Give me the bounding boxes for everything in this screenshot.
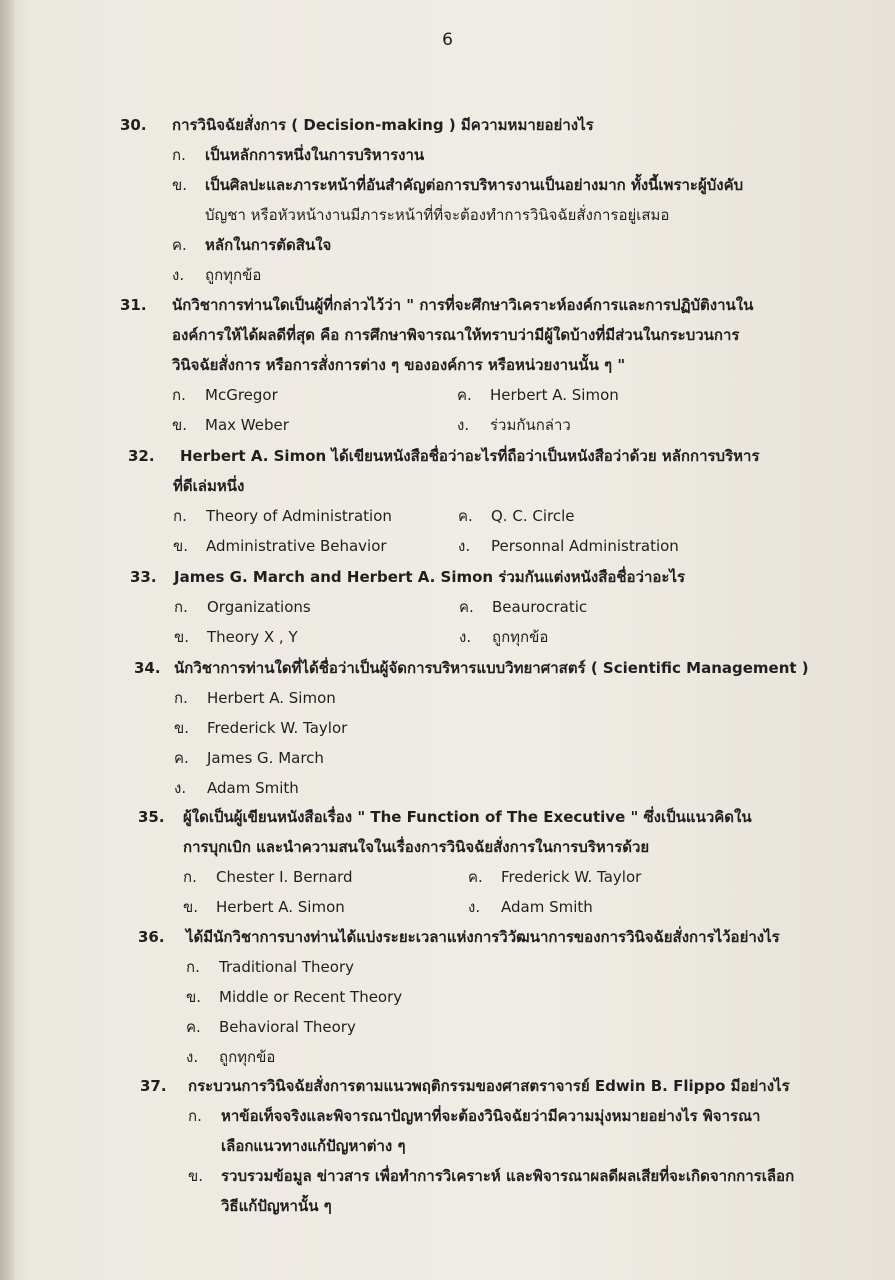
- question-text: ผู้ใดเป็นผู้เขียนหนังสือเรื่อง " The Function of The Executive " ซึ่งเป็นแนวคิดใน: [183, 808, 752, 826]
- question-36: [138, 922, 838, 1072]
- option-row: ก. Theory of Administration ค. Q. C. Circle: [173, 501, 818, 531]
- page-binding-edge: [0, 0, 14, 1280]
- option-b: Administrative Behavior: [206, 537, 387, 555]
- option-c: ค. หลักในการตัดสินใจ: [172, 236, 332, 254]
- question-number: 31.: [120, 296, 147, 314]
- question-text-line-2: การบุกเบิก และนำความสนใจในเรื่องการวินิจฉัยสั่งการในการบริหารด้วย: [183, 838, 650, 856]
- option-a-continued: เลือกแนวทางแก้ปัญหาต่าง ๆ: [221, 1137, 406, 1155]
- question-text: การวินิจฉัยสั่งการ ( Decision-making ) มีความหมายอย่างไร: [172, 116, 594, 134]
- question-text: นักวิชาการท่านใดที่ได้ชื่อว่าเป็นผู้จัดการบริหารแบบวิทยาศาสตร์ ( Scientific Management ): [174, 659, 809, 677]
- question-text: กระบวนการวินิจฉัยสั่งการตามแนวพฤติกรรมของศาสตราจารย์ Edwin B. Flippo มีอย่างไร: [188, 1077, 790, 1095]
- option-b-continued: วิธีแก้ปัญหานั้น ๆ: [221, 1197, 332, 1215]
- option-c: ค. Behavioral Theory: [186, 1018, 356, 1036]
- question-number: 35.: [138, 808, 165, 826]
- option-a: ก. เป็นหลักการหนึ่งในการบริหารงาน: [172, 146, 425, 164]
- question-32: [128, 441, 818, 561]
- question-31: [120, 290, 810, 440]
- question-37: [140, 1071, 840, 1221]
- option-row: ข. Administrative Behavior ง. Personnal Administration: [173, 531, 818, 561]
- option-a: ก. Traditional Theory: [186, 958, 354, 976]
- option-d: ง. ถูกทุกข้อ: [186, 1048, 276, 1066]
- option-d: ถูกทุกข้อ: [492, 628, 549, 646]
- option-c: Herbert A. Simon: [490, 386, 619, 404]
- question-text-line-2: ที่ดีเล่มหนึ่ง: [173, 477, 245, 495]
- question-text-line-3: วินิจฉัยสั่งการ หรือการสั่งการต่าง ๆ ขององค์การ หรือหน่วยงานนั้น ๆ ": [172, 356, 626, 374]
- question-text: นักวิชาการท่านใดเป็นผู้ที่กล่าวไว้ว่า " การที่จะศึกษาวิเคราะห์องค์การและการปฏิบัติงานใน: [172, 296, 754, 314]
- option-a: Theory of Administration: [206, 507, 392, 525]
- question-30: [120, 110, 810, 290]
- option-row: ข. Herbert A. Simon ง. Adam Smith: [183, 892, 828, 922]
- option-c: Q. C. Circle: [491, 507, 575, 525]
- question-number: 30.: [120, 116, 147, 134]
- question-number: 37.: [140, 1077, 167, 1095]
- option-a: McGregor: [205, 386, 278, 404]
- question-number: 34.: [134, 659, 161, 677]
- option-b: Herbert A. Simon: [216, 898, 345, 916]
- question-text: James G. March and Herbert A. Simon ร่วมกันแต่งหนังสือชื่อว่าอะไร: [174, 568, 686, 586]
- option-d: ร่วมกันกล่าว: [490, 416, 571, 434]
- option-row: ข. Theory X , Y ง. ถูกทุกข้อ: [174, 622, 820, 652]
- option-b: ข. เป็นศิลปะและภาระหน้าที่อันสำคัญต่อการบริหารงานเป็นอย่างมาก ทั้งนี้เพราะผู้บังคับ: [172, 176, 744, 194]
- question-text: Herbert A. Simon ได้เขียนหนังสือชื่อว่าอะไรที่ถือว่าเป็นหนังสือว่าด้วย หลักการบริหาร: [180, 447, 760, 465]
- question-text: ได้มีนักวิชาการบางท่านได้แบ่งระยะเวลาแห่งการวิวัฒนาการของการวินิจฉัยสั่งการไว้อย่างไร: [186, 928, 780, 946]
- option-d: ง. ถูกทุกข้อ: [172, 266, 262, 284]
- option-d: Personnal Administration: [491, 537, 679, 555]
- option-row: ข. Max Weber ง. ร่วมกันกล่าว: [172, 410, 810, 440]
- question-number: 33.: [130, 568, 157, 586]
- question-33: [130, 562, 820, 652]
- option-d: Adam Smith: [501, 898, 593, 916]
- option-a: Chester I. Bernard: [216, 868, 353, 886]
- option-d: ง. Adam Smith: [174, 779, 299, 797]
- option-c: ค. James G. March: [174, 749, 324, 767]
- option-a: Organizations: [207, 598, 311, 616]
- option-a: ก. หาข้อเท็จจริงและพิจารณาปัญหาที่จะต้องวินิจฉัยว่ามีความมุ่งหมายอย่างไร พิจารณา: [188, 1107, 761, 1125]
- page-number: 6: [442, 30, 453, 50]
- option-c: Frederick W. Taylor: [501, 868, 642, 886]
- option-row: ก. Organizations ค. Beaurocratic: [174, 592, 820, 622]
- option-row: ก. Chester I. Bernard ค. Frederick W. Taylor: [183, 862, 828, 892]
- question-number: 36.: [138, 928, 165, 946]
- option-b-continued: บัญชา หรือหัวหน้างานมีภาระหน้าที่ที่จะต้องทำการวินิจฉัยสั่งการอยู่เสมอ: [205, 206, 670, 224]
- question-number: 32.: [128, 447, 155, 465]
- option-b: ข. Middle or Recent Theory: [186, 988, 403, 1006]
- question-35: [138, 802, 828, 922]
- option-b: ข. Frederick W. Taylor: [174, 719, 348, 737]
- option-a: ก. Herbert A. Simon: [174, 689, 336, 707]
- option-b: Max Weber: [205, 416, 289, 434]
- option-b: ข. รวบรวมข้อมูล ข่าวสาร เพื่อทำการวิเคราะห์ และพิจารณาผลดีผลเสียที่จะเกิดจากการเลือก: [188, 1167, 795, 1185]
- option-row: ก. McGregor ค. Herbert A. Simon: [172, 380, 810, 410]
- question-34: [134, 653, 824, 803]
- question-text-line-2: องค์การให้ได้ผลดีที่สุด คือ การศึกษาพิจารณาให้ทราบว่ามีผู้ใดบ้างที่มีส่วนในกระบวนการ: [172, 326, 740, 344]
- option-b: Theory X , Y: [207, 628, 298, 646]
- option-c: Beaurocratic: [492, 598, 588, 616]
